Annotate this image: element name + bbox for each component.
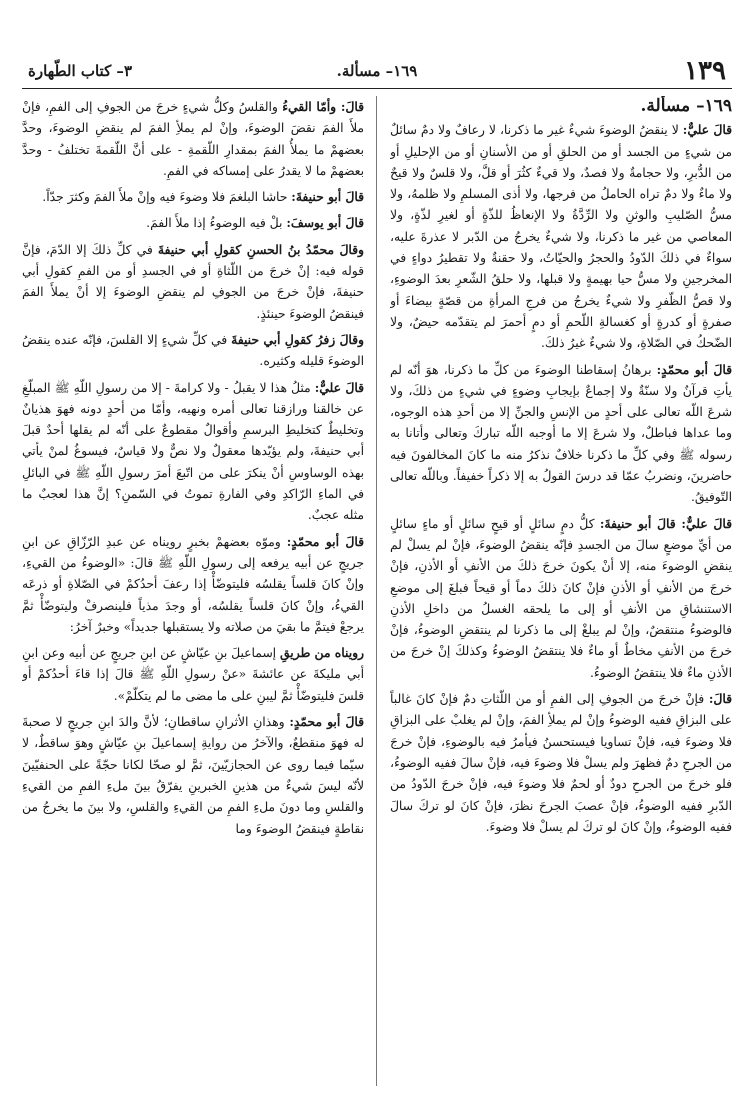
issue-title: ١٦٩– مسألة. xyxy=(640,96,732,116)
column-divider xyxy=(376,96,377,1086)
speaker-label: وقالَ زفرُ كقولِ أبي حنيفةَ xyxy=(231,331,364,347)
paragraph xyxy=(390,359,732,509)
header-rule xyxy=(22,88,732,89)
paragraph-text: إسماعيلَ بنِ عيّاشٍ عن ابنِ جريجٍ عن أبيه وعن ابنِ أبي مليكةَ عن عائشةَ «عنْ رسولِ اللّهِ ﷺ قالَ إذا قاءَ أحدُكمْ أو قلسَ فليتوضّأْ ثمَّ ليبنِ على ما مضى ما لم يتكلّمْ». xyxy=(22,646,364,703)
paragraph-text: وهذانِ الأثرانِ ساقطانِ؛ لأنَّ والدَ ابنِ جريجٍ لا صحبةَ له فهوَ منقطعٌ، والآخرُ من روايةِ إسماعيلَ بنِ عيّاشٍ وهوَ ساقطٌ، لا سيّما فيما روى عن الحجازيّينَ، ثمَّ لو صحّا لكانا حجّةً على الحنفيّينَ لأنّه ليسَ شيءٌ من هذينِ الخبرينِ يفرّقُ بينَ ملءِ الفمِ من القيءِ والقلسِ وما دونَ ملءِ الفمِ من القيءِ والقلسِ، ولا بينَ ما يخرجُ من نقاطةٍ فينقضُ الوضوءَ وما xyxy=(22,715,364,836)
paragraph-text: مثلُ هذا لا يقبلُ - ولا كرامةَ - إلا من رسولِ اللّهِ ﷺ المبلّغِ عن خالقنا ورازقنا تعالى أمره ونهيه، وأمّا من أحدٍ دونه فهوَ هذيانٌ وتخليطٌ كتخليطِ البرسمِ وأقوالٌ مقطوعٌ على أنّه لم يقلها أحدٌ قبلَ أبي حنيفةَ، ولم يؤيّدها معقولٌ ولا نصٌّ ولا قياسٌ، فيسوغُ لمنْ يأتي بهذه الوساوسِ أنْ ينكرَ على من اتّبعَ أمرَ رسولِ اللّهِ ﷺ في البائلِ في الماءِ الرّاكدِ وفي الفارةِ تموتُ في السّمنِ؟ إنَّ هذا لعجبٌ ما مثله عجبٌ. xyxy=(22,380,364,523)
paragraph-text: فإنْ خرجَ من الجوفِ إلى الفمِ أو من اللّثاتِ دمٌ فإنْ كانَ غالباً على البزاقِ ففيه الوضوءُ وإنْ لم يملأِ الفمَ، وإنْ لم يغلبْ على البزاقِ فلا وضوءَ فيه، فإنْ تساويا فيستحسنُ فيأمرُ فيه بالوضوءِ، فإنْ خرجَ من الجرحِ دمٌ فظهرَ ولم يسلْ فلا وضوءَ فيه، فإنْ سالَ ففيه الوضوءُ، فلو خرجَ من الجرحِ دودٌ أو لحمٌ فلا وضوءَ فيه، فإنْ خرجَ الدّودُ من الدّبرِ ففيه الوضوءُ، فإنْ عصبَ الجرحَ نظرَ، فإنْ كانَ لو تركَ سالَ ففيه الوضوءُ، وإنْ كانَ لو تركَ لم يسلْ فلا وضوءَ. xyxy=(390,692,732,834)
speaker-label: رويناه من طريقِ xyxy=(280,645,364,661)
paragraph-text: برهانُ إسقاطنا الوضوءَ من كلِّ ما ذكرنا، هوَ أنّه لم يأتِ قرآنٌ ولا سنّةٌ ولا إجماعٌ بإيجابِ وضوءٍ في شيءٍ من ذلكَ، ولا شرعَ اللّه تعالى على أحدٍ من الإنسِ والجنِّ إلا من أحدِ هذه الوجوه، وما عداها فباطلٌ، ولا شرعَ إلا ما أوجبه اللّه تباركَ وتعالى وأتانا به رسوله ﷺ وفي كلِّ ما ذكرنا خلافٌ نذكرُ منه ما كانَ المخالفونَ فيه حاضرينَ، ونضربُ عمّا قد درسَ القولُ به إلا ذكراً خفيفاً. وباللّه تعالى التّوفيقُ. xyxy=(390,362,732,505)
page-number: ١٣٩ xyxy=(684,56,726,86)
paragraph xyxy=(390,513,732,684)
paragraph-text: كلُّ دمٍ سائلٍ أو قيحٍ سائلٍ أو ماءٍ سائلٍ من أيِّ موضعٍ سالَ من الجسدِ فإنّه ينقضُ الوضوءَ، فإنْ لم يسلْ لم ينقضِ الوضوءَ منه، إلا أنْ يكونَ خرجَ ذلكَ من الأنفِ أو الأذنِ، فإنْ خرجَ من الأنفِ أو الأذنِ فإنْ كانَ ذلكَ دماً أو قيحاً فبلغَ إلى موضعِ الاستنشاقِ من الأنفِ أو إلى ما يلحقه الغسلُ من داخلِ الأذنِ فالوضوءُ منتقضٌ، وإنْ لم يبلغْ إلى ما ذكرنا لم ينتقضِ الوضوءُ، فإنْ خرجَ من الأنفِ مخاطٌ أو ماءٌ فلا ينتقضُ الوضوءُ وكذلكَ إنْ خرجَ من الأذنِ ماءٌ فلا ينتقضُ الوضوءُ. xyxy=(390,516,732,680)
paragraph-text: حاشا البلغمَ فلا وضوءَ فيه وإنْ ملأَ الفمَ وكثرَ جدّاً. xyxy=(42,190,292,205)
running-head-issue: ١٦٩– مسألة. xyxy=(336,62,418,80)
speaker-label: قالَ أبو محمّدٍ: xyxy=(656,361,732,377)
speaker-label: قالَ أبو محمّدٍ: xyxy=(286,533,364,549)
paragraph-text: والقلسُ وكلُّ شيءٍ خرجَ من الجوفِ إلى الفمِ، فإنْ ملأَ الفمَ نقضَ الوضوءَ، وإنْ لم يملأِ الفمَ لم ينقضِ الوضوءَ، وحدَّ بعضهمْ ما يملأُ الفمَ بمقدارِ اللّقمةِ - على أنَّ اللّقمةَ تختلفُ - وحدَّ بعضهمْ ما لا يقدرُ على إمساكه في الفمِ. xyxy=(22,100,364,178)
paragraph xyxy=(390,688,732,838)
paragraph-text: وموّه بعضهمْ بخبرٍ رويناه عن عبدِ الرّزّاقِ عن ابنِ جريجٍ عن أبيه يرفعه إلى رسولِ اللّهِ ﷺ قالَ: «الوضوءُ من القيءِ، وإنْ كانَ قلساً يقلسُه فليتوضّأْ إذا رعفَ أحدُكمْ في الصّلاةِ أو ذرعَه القيءُ، وإنْ كانَ قلساً يقلسُه، أو وجدَ مذياً فلينصرفْ وليتوضّأْ ثمَّ يرجعْ فيتمَّ ما بقيَ من صلاته ولا يستقبلها جديداً» وخبرٌ آخرُ: xyxy=(22,534,364,634)
speaker-label: قالَ: وأمّا القيءُ xyxy=(282,99,364,114)
speaker-label: قالَ أبو يوسفَ: xyxy=(286,215,364,231)
speaker-label: قالَ أبو حنيفةَ: xyxy=(291,189,364,205)
paragraph xyxy=(22,377,364,527)
paragraph xyxy=(22,212,364,234)
paragraph xyxy=(22,186,364,208)
paragraph xyxy=(390,119,732,354)
speaker-label: قالَ عليٌّ: قالَ أبو حنيفةَ: xyxy=(599,515,732,531)
paragraph-text: لا ينقضُ الوضوءَ شيءٌ غير ما ذكرنا، لا رعافٌ ولا دمٌ سائلٌ من شيءٍ من الجسد أو من الحلقِ أو من الأسنانِ أو من الإحليلِ أو من الدُّبرِ، ولا حجامةٌ ولا فصدٌ، ولا قيءٌ كثُرَ أو قلَّ، ولا قلسٌ ولا قيحٌ ولا ماءٌ ولا دمٌ تراه الحاملُ من فرجها، ولا أذى المسلمِ ولا ظلمهُ، ولا مسُّ الصّليبِ والوثنِ ولا الرِّدَّةُ ولا الإنعاظُ للذّةٍ أو لغيرِ لذّةٍ، ولا المعاصي من غير ما ذكرنا، ولا شيءٌ يخرجُ من الدّبر لا عذرةَ عليه، سواءٌ في ذلكَ الدّودُ والحجرُ والحيّاتُ، ولا حقنةٌ ولا تقطيرُ دواءٍ في المخرجينِ ولا مسُّ حيا بهيمةٍ ولا قبلها، ولا حلقُ الشّعرِ بعدَ الوضوءِ، ولا قصُّ الظّفرِ ولا شيءٌ يخرجُ من فرجِ المرأةِ من قصّةٍ بيضاءَ أو صفرةٍ أو كدرةٍ أو كغسالةِ اللّحمِ أو دمٍ أحمرَ لم يتقدّمه حيضٌ، ولا الضّحكُ في الصّلاةِ، ولا شيءٌ غيرُ ذلكَ. xyxy=(390,123,732,351)
paragraph-text: بلْ فيه الوضوءُ إذا ملأَ الفمَ. xyxy=(146,216,287,231)
paragraph xyxy=(22,239,364,325)
speaker-label: قالَ: xyxy=(708,691,732,707)
paragraph xyxy=(22,329,364,373)
page-header xyxy=(22,50,732,90)
paragraph xyxy=(22,642,364,707)
paragraph-text: في كلِّ شيءٍ إلا القلسَ، فإنّه عنده ينقضُ الوضوءَ قليله وكثيره. xyxy=(22,332,364,369)
right-column xyxy=(390,96,732,1086)
running-head-book: ٣– كتاب الطّهارة xyxy=(28,62,132,80)
speaker-label: وقالَ محمّدُ بنُ الحسنِ كقولِ أبي حنيفةَ xyxy=(157,241,364,257)
left-column xyxy=(22,96,364,1086)
speaker-label: قالَ عليٌّ: xyxy=(314,379,364,395)
speaker-label: قالَ أبو محمّدٍ: xyxy=(289,714,364,730)
paragraph-text: في كلِّ ذلكَ إلا الدّمَ، فإنَّ قوله فيه: إنْ خرجَ من اللّثاةِ أو في الجسدِ أو من الفمِ كقولِ أبي حنيفةَ، فإنْ خرجَ من الجوفِ لم ينقضِ الوضوءَ إلا أنْ يملأَ الفمَ فينقضُ الوضوءَ حينئذٍ. xyxy=(22,242,364,321)
paragraph xyxy=(22,96,364,182)
paragraph xyxy=(22,531,364,638)
paragraph xyxy=(22,711,364,840)
speaker-label: قالَ عليٌّ: xyxy=(682,122,732,138)
